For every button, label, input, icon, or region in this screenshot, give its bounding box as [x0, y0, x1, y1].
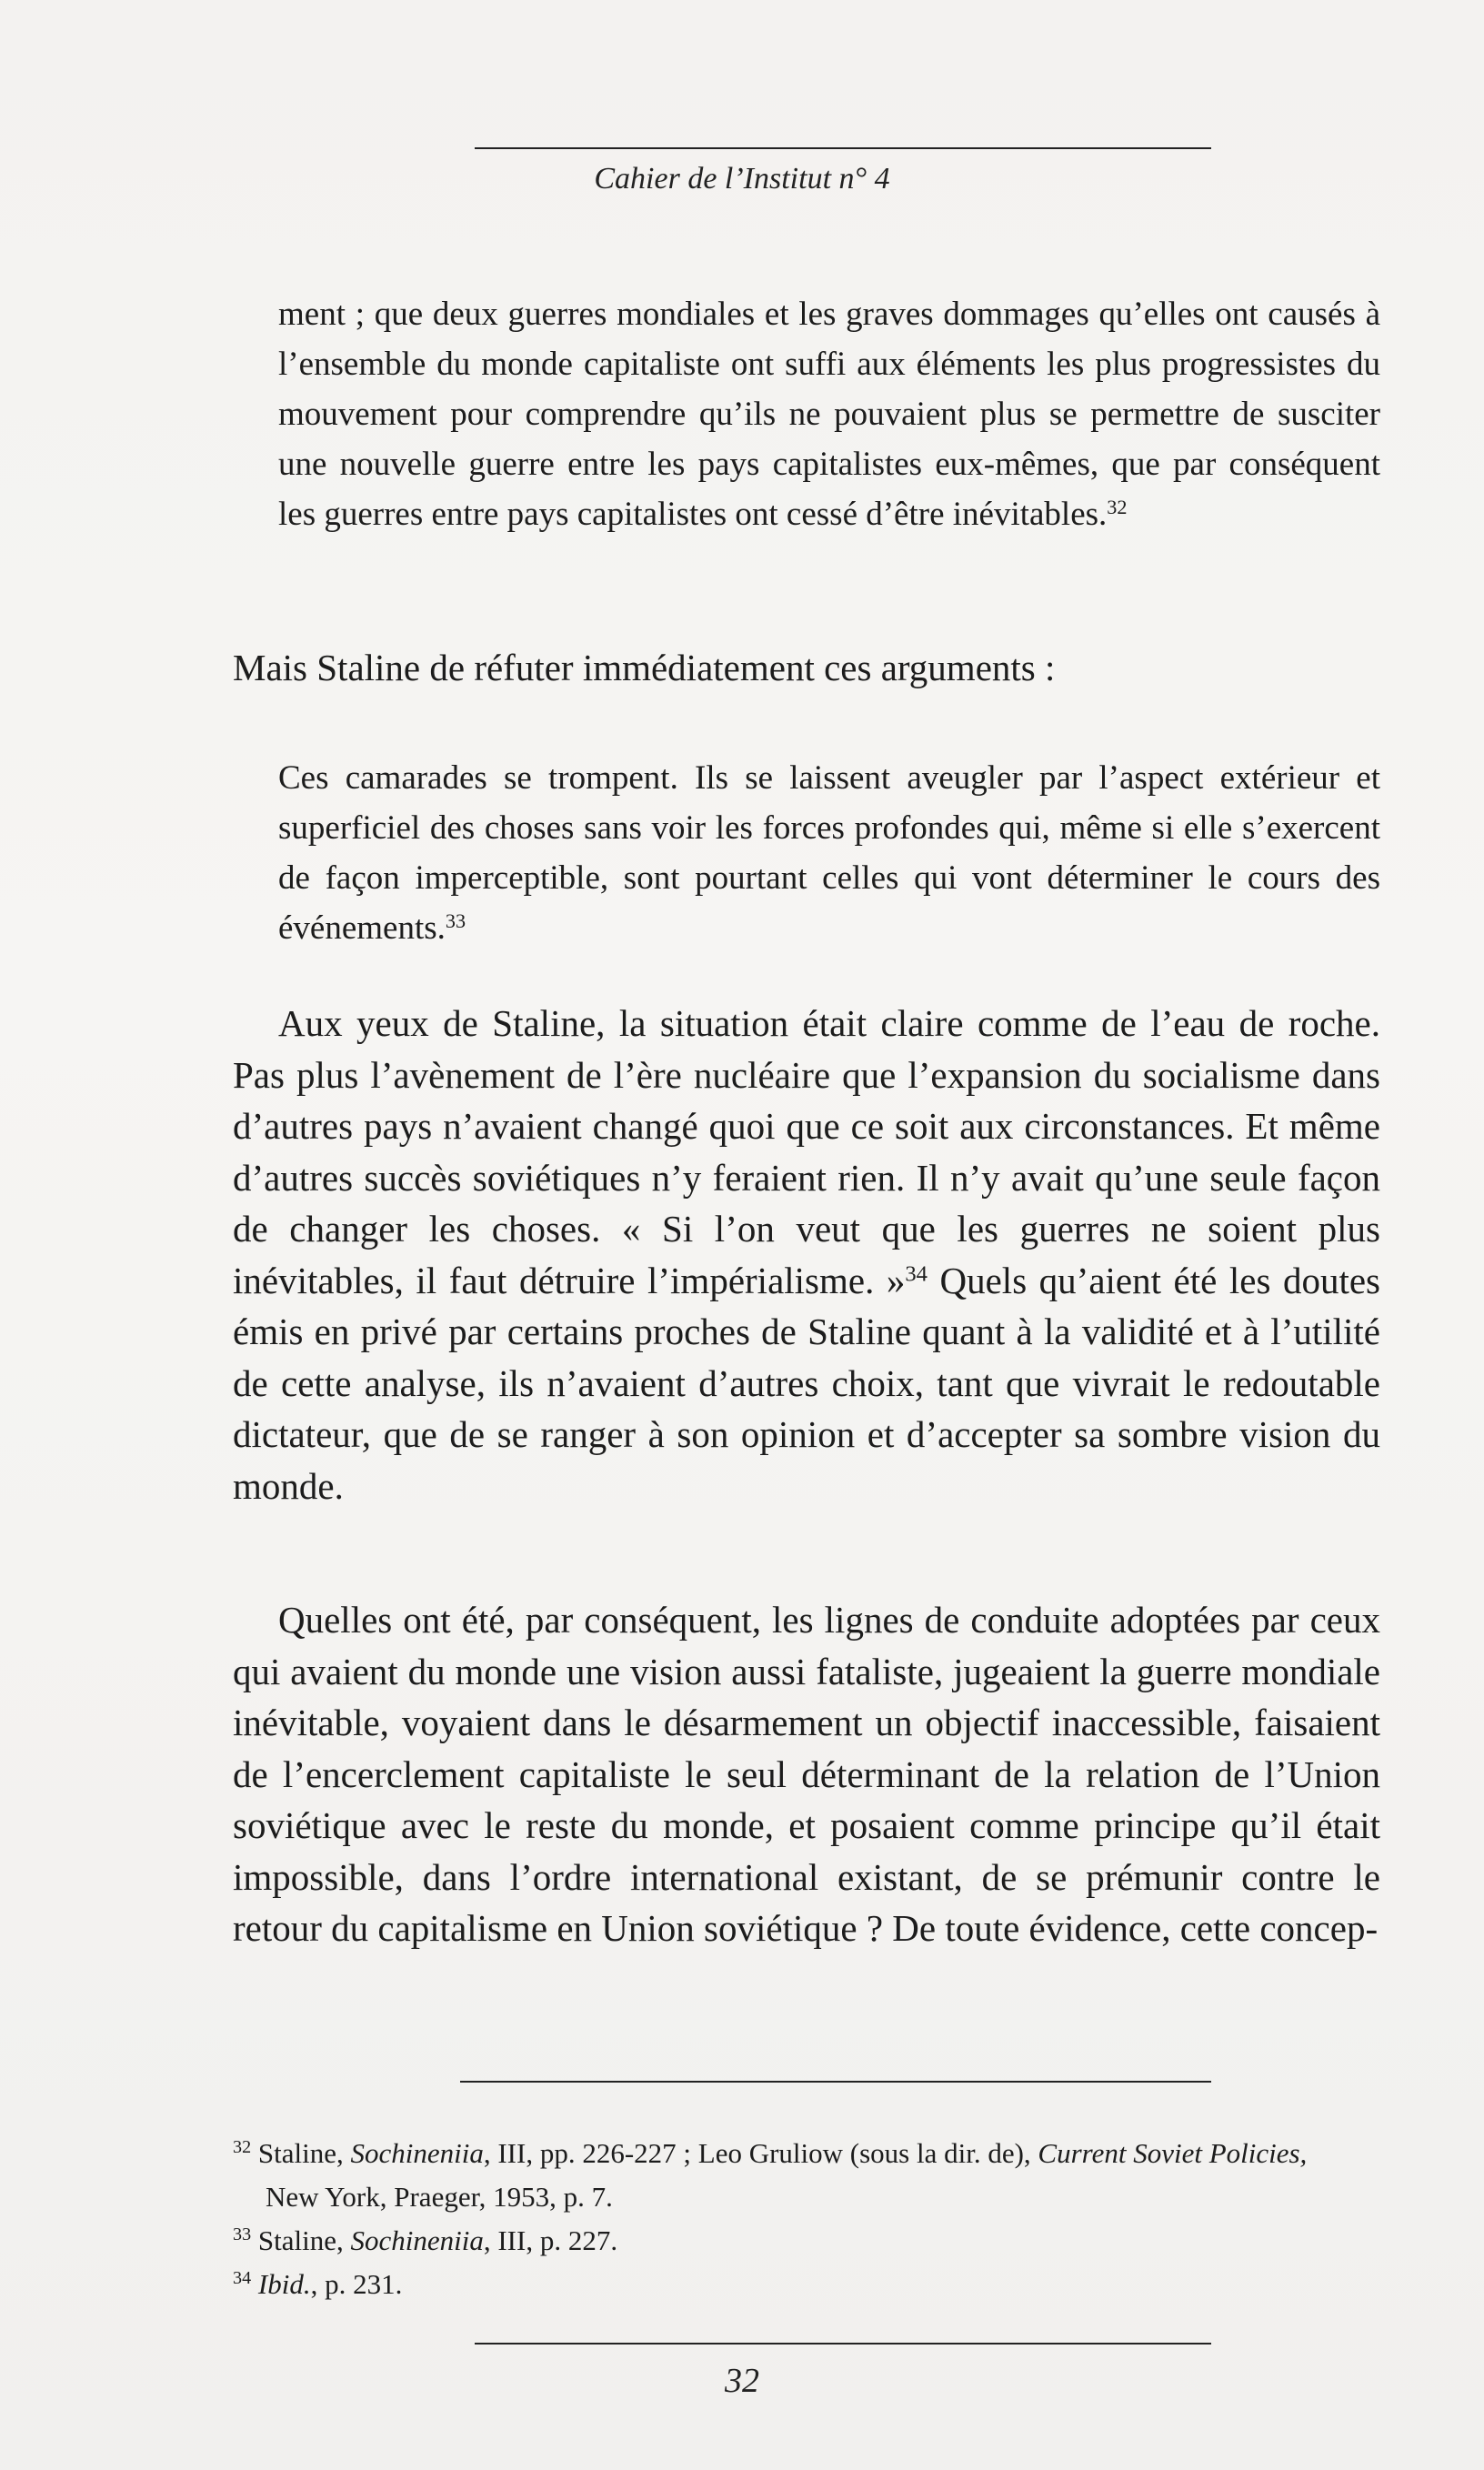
paragraph-1-text-b: Quels qu’aient été les doutes émis en privé par certains proches de Staline quant à la validité et à l’utilité de cette analyse, ils n’avaient d’autres choix, tant que vivrait le redoutable dictateur, que de se ranger à son opinion et d’accepter sa sombre vision du monde.: [233, 1259, 1380, 1507]
footnote-ref-32[interactable]: 32: [1107, 495, 1128, 518]
footnote-continuation: New York, Praeger, 1953, p. 7.: [266, 2181, 613, 2213]
footnote-title: Sochineniia: [350, 2137, 484, 2169]
footer-rule: [475, 2343, 1211, 2344]
footnote-33: [233, 2219, 1415, 2263]
header-rule: [475, 147, 1211, 149]
footnote-text: Staline,: [251, 2224, 351, 2256]
running-header: Cahier de l’Institut n° 4: [594, 162, 890, 196]
footnote-34: [233, 2263, 1415, 2306]
footnote-ref-34[interactable]: 34: [905, 1260, 928, 1286]
footnote-title: Sochineniia: [350, 2224, 484, 2256]
block-quote-2: [278, 753, 1380, 953]
footnote-text: , p. 231.: [310, 2268, 403, 2300]
footnote-text: Staline,: [251, 2137, 351, 2169]
footnote-rule: [460, 2081, 1211, 2083]
footnote-ref-33[interactable]: 33: [445, 909, 466, 932]
footnote-text: [251, 2268, 258, 2300]
intro-line: Mais Staline de réfuter immédiatement ces arguments :: [233, 647, 1056, 688]
paragraph-1: [233, 998, 1380, 1511]
footnote-text: , III, pp. 226-227 ; Leo Gruliow (sous la dir. de),: [483, 2137, 1038, 2169]
footnote-title: Current Soviet Policies,: [1038, 2137, 1308, 2169]
footnote-number: 33: [233, 2224, 252, 2244]
footnote-title: Ibid.: [257, 2268, 311, 2300]
block-quote-1: [278, 289, 1380, 539]
footnotes: [233, 2132, 1415, 2306]
footnote-number: 32: [233, 2136, 252, 2157]
block-quote-2-text: Ces camarades se trompent. Ils se laissent aveugler par l’aspect extérieur et superficiel des choses sans voir les forces profondes qui, même si elle s’exercent de façon imperceptible, sont pourtant celles qui vont déterminer le cours des événements.: [278, 759, 1380, 947]
paragraph-1-text-a: Aux yeux de Staline, la situation était claire comme de l’eau de roche. Pas plus l’avènement de l’ère nucléaire que l’expansion du socialisme dans d’autres pays n’avaient changé quoi que ce soit aux circonstances. Et même d’autres succès soviétiques n’y feraient rien. Il n’y avait qu’une seule façon de changer les choses. « Si l’on veut que les guerres ne soient plus inévitables, il faut détruire l’impérialisme. »: [233, 1002, 1380, 1301]
block-quote-1-text: ment ; que deux guerres mondiales et les graves dommages qu’elles ont causés à l’ensemble du monde capitaliste ont suffi aux éléments les plus progressistes du mouvement pour comprendre qu’ils ne pouvaient plus se permettre de susciter une nouvelle guerre entre les pays capitalistes eux-mêmes, que par conséquent les guerres entre pays capitalistes ont cessé d’être inévitables.: [278, 296, 1380, 533]
footnote-text: , III, p. 227.: [483, 2224, 618, 2256]
footnote-number: 34: [233, 2267, 252, 2288]
paragraph-2: Quelles ont été, par conséquent, les lignes de conduite adoptées par ceux qui avaient du monde une vision aussi fataliste, jugeaient la guerre mondiale inévitable, voyaient dans le désarmement un objectif inaccessible, faisaient de l’encerclement capitaliste le seul déterminant de la relation de l’Union soviétique avec le reste du monde, et posaient comme principe qu’il était impossible, dans l’ordre international existant, de se prémunir contre le retour du capitalisme en Union soviétique ? De toute évidence, cette concep-: [233, 1599, 1380, 1949]
page-number: 32: [725, 2362, 759, 2400]
footnote-32: [233, 2132, 1415, 2219]
